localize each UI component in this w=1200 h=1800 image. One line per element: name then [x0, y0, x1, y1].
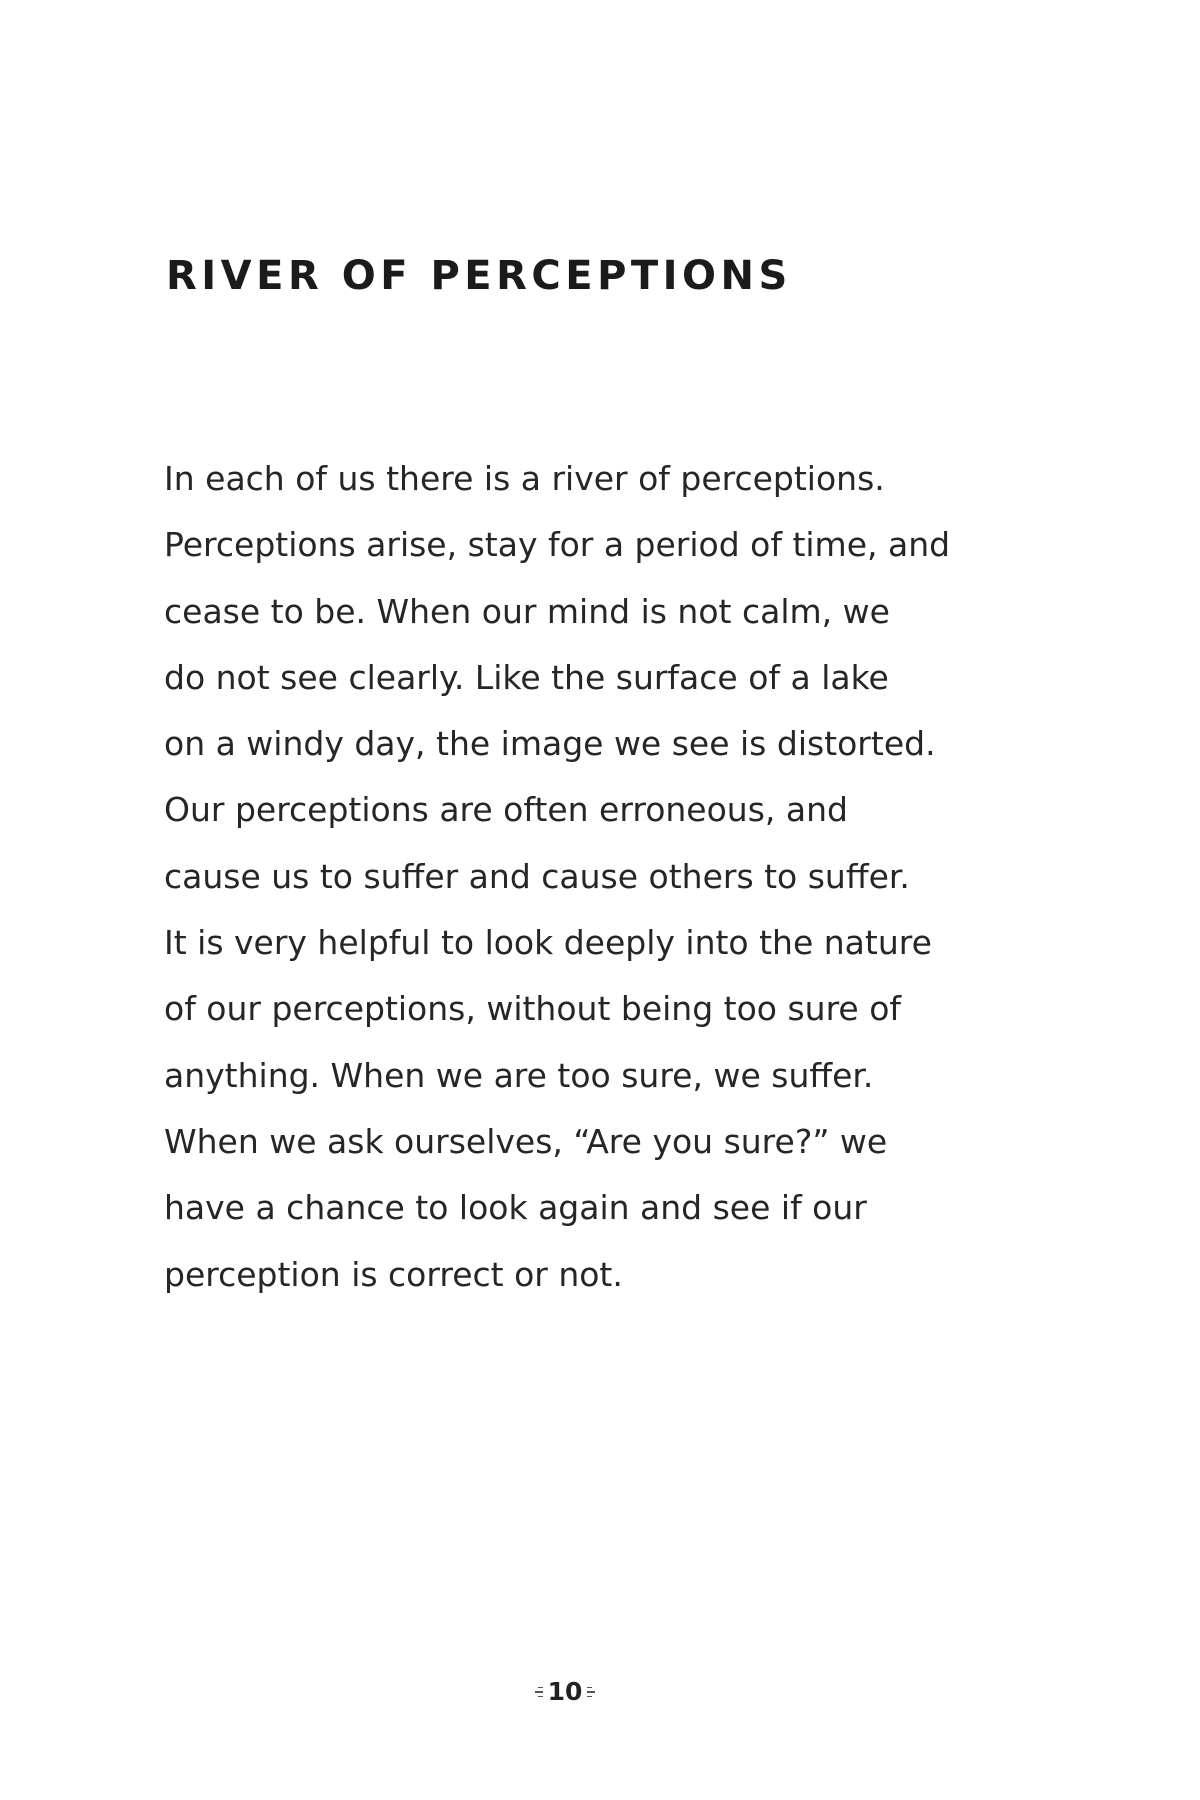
- body-line: anything. When we are too sure, we suffer.: [164, 1055, 874, 1095]
- body-line: of our perceptions, without being too sure of: [164, 989, 902, 1029]
- body-line: In each of us there is a river of perceptions.: [164, 459, 885, 498]
- body-line: have a chance to look again and see if our: [164, 1188, 867, 1228]
- body-line: When we ask ourselves, “Are you sure?” we: [164, 1121, 888, 1161]
- body-line: on a windy day, the image we see is distorted.: [164, 724, 936, 764]
- body-line: cause us to suffer and cause others to suffer.: [164, 856, 910, 896]
- body-line: Our perceptions are often erroneous, and: [164, 790, 848, 830]
- folio-left-ornament-icon: [535, 1687, 543, 1698]
- folio-right-ornament-icon: [587, 1687, 595, 1698]
- body-paragraph: [164, 446, 1044, 1308]
- body-line: do not see clearly. Like the surface of a lake: [164, 657, 889, 697]
- body-line: perception is correct or not.: [164, 1254, 623, 1294]
- body-line: cease to be. When our mind is not calm, we: [164, 591, 890, 631]
- body-line: It is very helpful to look deeply into the nature: [164, 923, 932, 963]
- folio: [0, 1672, 1165, 1712]
- body-line: Perceptions arise, stay for a period of time, and: [164, 525, 951, 565]
- chapter-title: RIVER OF PERCEPTIONS: [166, 253, 792, 299]
- page-number: 10: [547, 1677, 583, 1706]
